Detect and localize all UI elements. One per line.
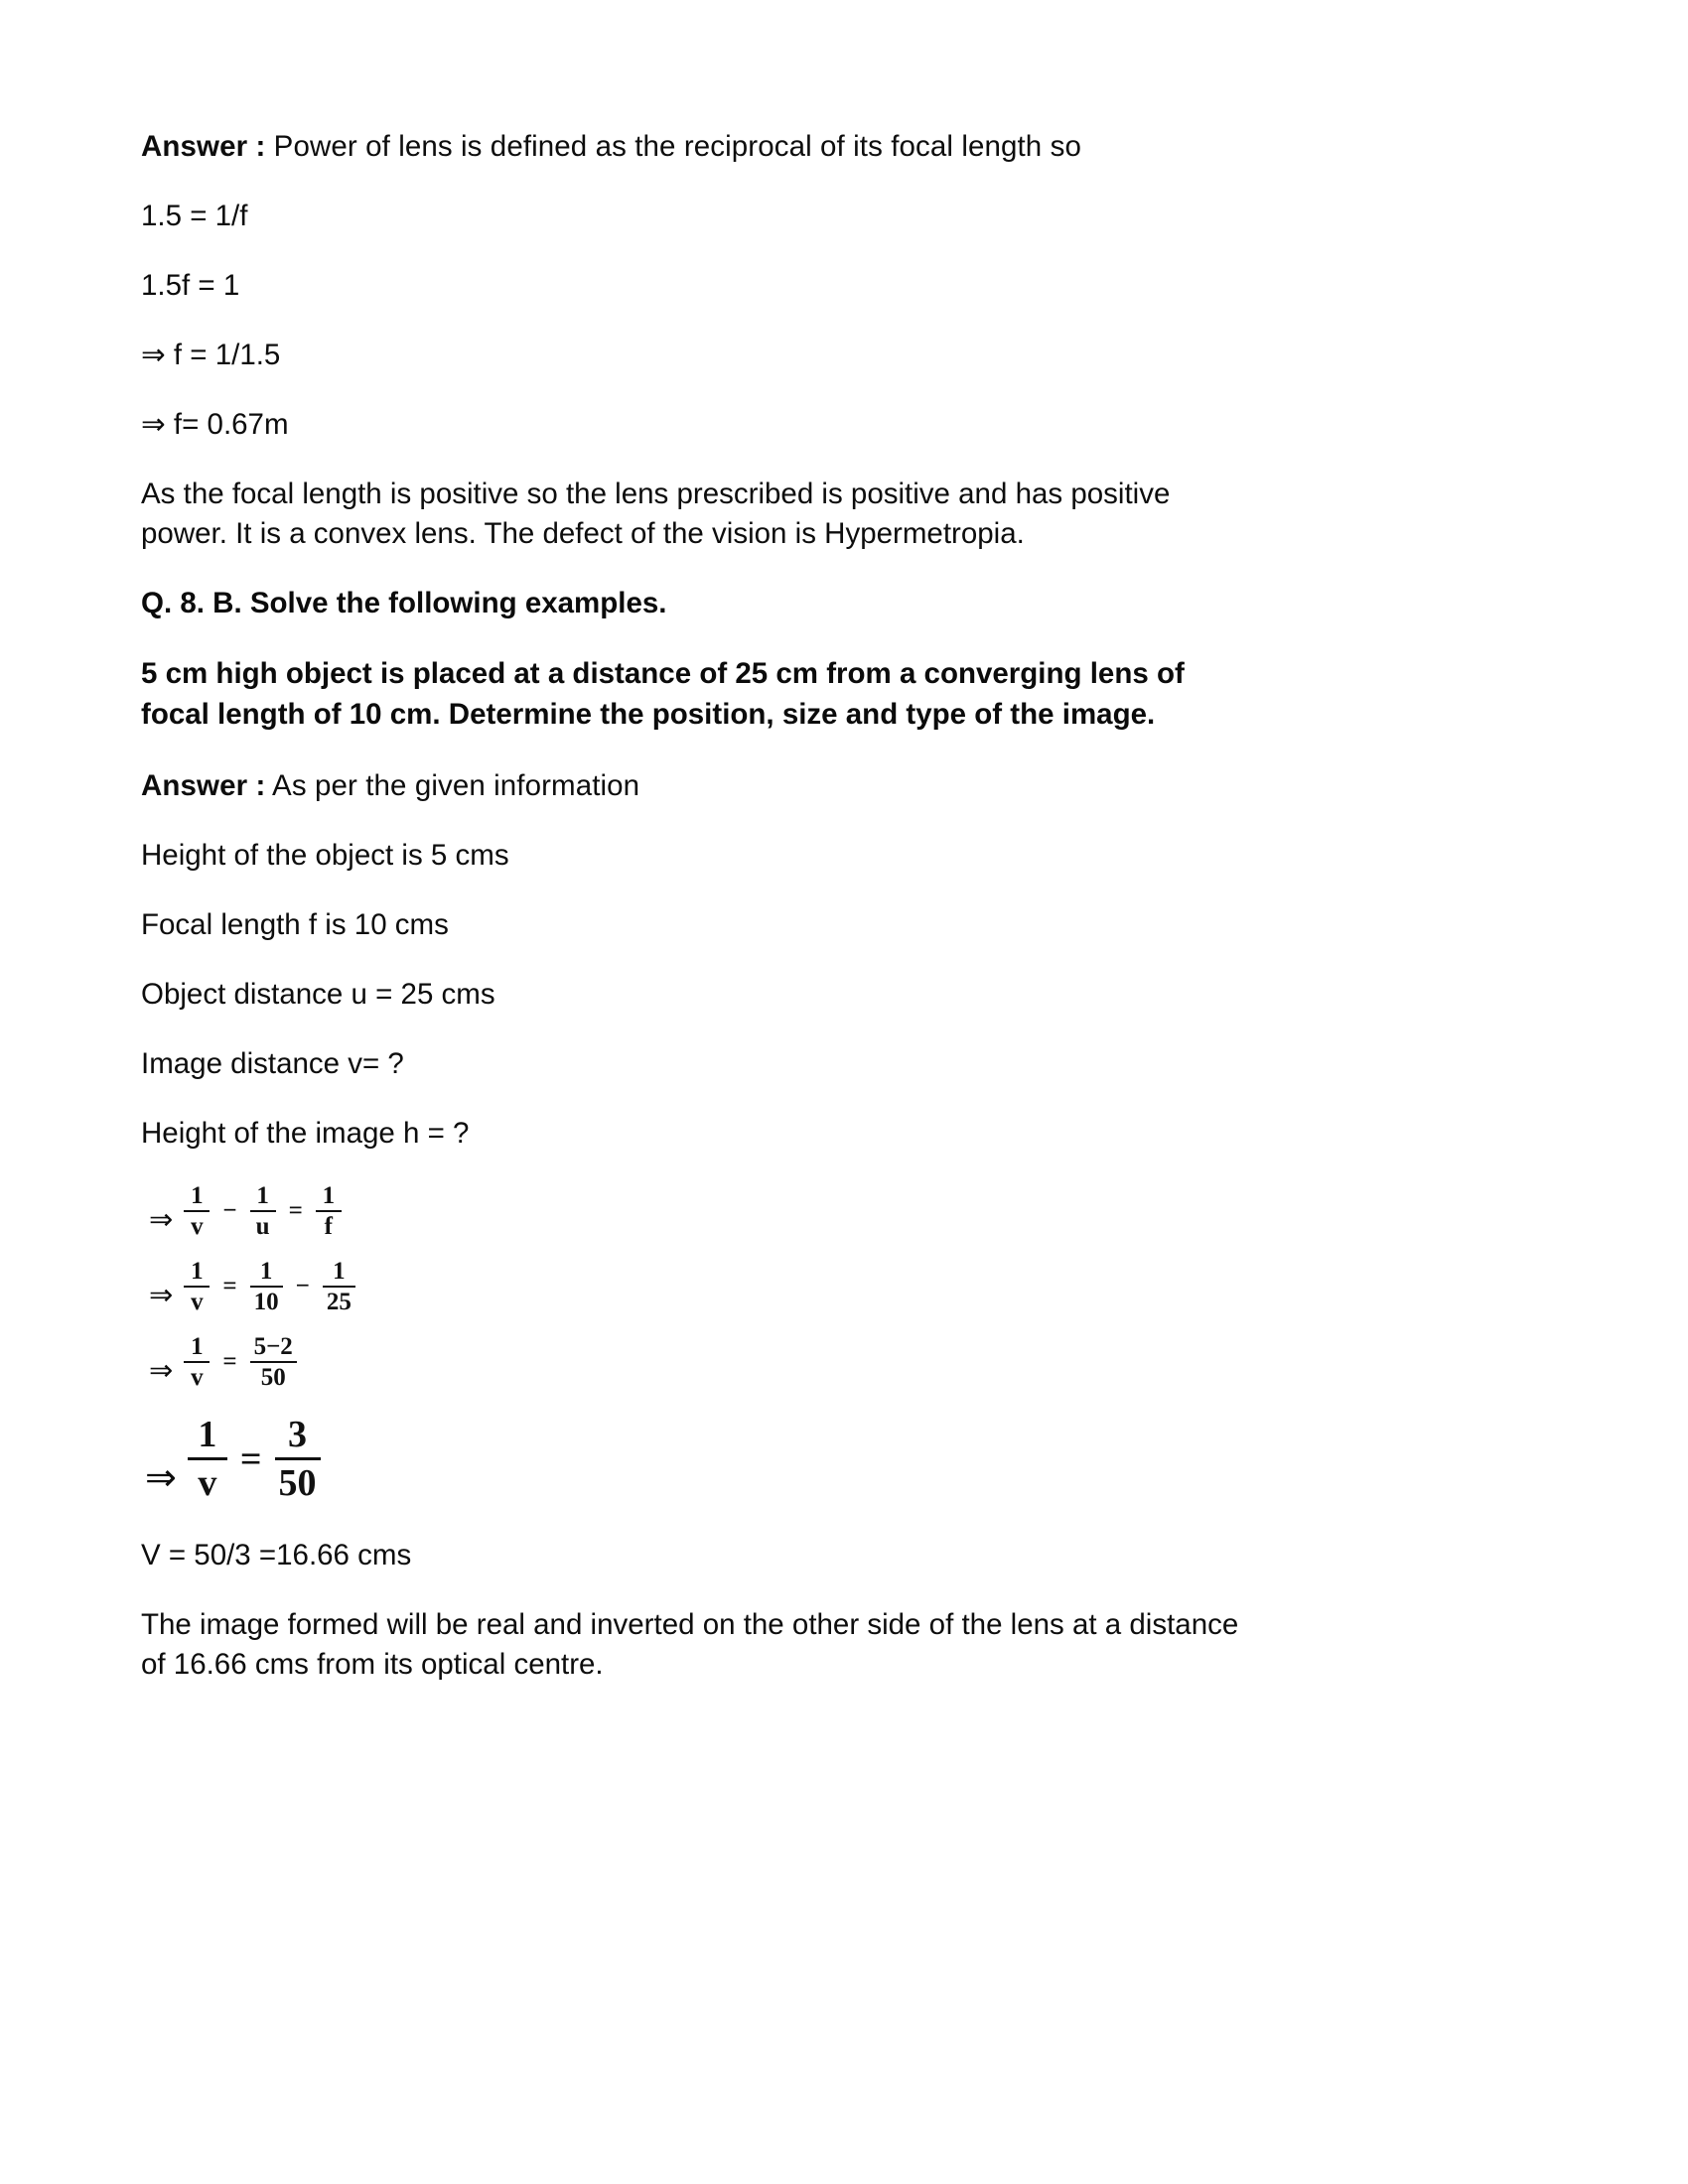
- denominator: v: [198, 1462, 217, 1504]
- formula-substitution: [149, 1259, 1293, 1314]
- section-heading: Q. 8. B. Solve the following examples.: [141, 587, 667, 619]
- answer-text-1: Power of lens is defined as the reciprocal of its focal length so: [265, 130, 1081, 163]
- denominator: f: [324, 1213, 333, 1240]
- fraction-one-over-ten: [250, 1259, 283, 1314]
- fraction-one-over-u: [250, 1183, 276, 1239]
- numerator: 1: [198, 1414, 217, 1455]
- answer-label-2: Answer :: [141, 769, 266, 802]
- numerator: 3: [288, 1414, 307, 1455]
- formula-body: [177, 1334, 304, 1390]
- fraction-one-over-twentyfive: [323, 1259, 355, 1314]
- implies-arrow-icon: ⇒: [149, 1355, 174, 1387]
- fraction-five-minus-two-over-fifty: [250, 1334, 297, 1390]
- denominator: v: [191, 1213, 204, 1240]
- denominator: 25: [326, 1289, 352, 1315]
- final-paragraph: The image formed will be real and inverted on the other side of the lens at a distance of 16.66 cms from its optical centre.: [141, 1608, 1239, 1681]
- given-focal-length: Focal length f is 10 cms: [141, 908, 449, 941]
- answer-label-1: Answer :: [141, 130, 266, 163]
- formula-lens-equation: [149, 1183, 1293, 1239]
- equation-line-2: 1.5f = 1: [141, 269, 240, 302]
- denominator: 50: [260, 1364, 286, 1391]
- numerator: 1: [259, 1258, 273, 1285]
- denominator: u: [255, 1213, 270, 1240]
- equation-line-3: ⇒ f = 1/1.5: [141, 339, 281, 371]
- equals-operator: =: [222, 1273, 237, 1299]
- formula-body: [181, 1416, 328, 1502]
- minus-operator: −: [295, 1273, 310, 1299]
- equation-line-1: 1.5 = 1/f: [141, 200, 248, 232]
- formula-common-denominator: [149, 1334, 1293, 1390]
- formula-simplified: [145, 1416, 1293, 1502]
- fraction-three-over-fifty: [275, 1416, 321, 1502]
- equals-operator: =: [222, 1348, 237, 1375]
- numerator: 1: [191, 1182, 204, 1209]
- page-content: [141, 127, 1293, 1714]
- fraction-one-over-v: [188, 1416, 227, 1502]
- implies-arrow-icon: ⇒: [145, 1457, 177, 1499]
- denominator: v: [191, 1289, 204, 1315]
- given-image-height: Height of the image h = ?: [141, 1117, 470, 1150]
- answer-paragraph-2: [141, 766, 1293, 806]
- equals-operator: =: [239, 1437, 262, 1480]
- numerator: 1: [256, 1182, 269, 1209]
- answer-paragraph-1: [141, 127, 1293, 167]
- denominator: v: [191, 1364, 204, 1391]
- implies-arrow-icon: ⇒: [149, 1280, 174, 1311]
- numerator: 5−2: [253, 1333, 293, 1360]
- numerator: 1: [191, 1258, 204, 1285]
- given-image-distance: Image distance v= ?: [141, 1047, 404, 1080]
- answer-text-2: As per the given information: [265, 769, 640, 802]
- given-height-object: Height of the object is 5 cms: [141, 839, 509, 872]
- numerator: 1: [333, 1258, 346, 1285]
- minus-operator: −: [222, 1197, 237, 1224]
- denominator: 10: [253, 1289, 279, 1315]
- fraction-one-over-f: [316, 1183, 342, 1239]
- result-line: V = 50/3 =16.66 cms: [141, 1539, 412, 1571]
- question-statement: 5 cm high object is placed at a distance of 25 cm from a converging lens of focal length of 10 cm. Determine the position, size and type of the image.: [141, 657, 1185, 731]
- formula-body: [177, 1259, 362, 1314]
- fraction-one-over-v: [184, 1183, 210, 1239]
- given-object-distance: Object distance u = 25 cms: [141, 978, 495, 1011]
- numerator: 1: [322, 1182, 336, 1209]
- formula-body: [177, 1183, 349, 1239]
- fraction-one-over-v: [184, 1259, 210, 1314]
- denominator: 50: [278, 1462, 317, 1504]
- conclusion-paragraph: As the focal length is positive so the lens prescribed is positive and has positive power. It is a convex lens. The defect of the vision is Hypermetropia.: [141, 478, 1171, 550]
- equals-operator: =: [288, 1197, 303, 1224]
- equation-line-4: ⇒ f= 0.67m: [141, 408, 289, 441]
- implies-arrow-icon: ⇒: [149, 1204, 174, 1236]
- fraction-one-over-v: [184, 1334, 210, 1390]
- numerator: 1: [191, 1333, 204, 1360]
